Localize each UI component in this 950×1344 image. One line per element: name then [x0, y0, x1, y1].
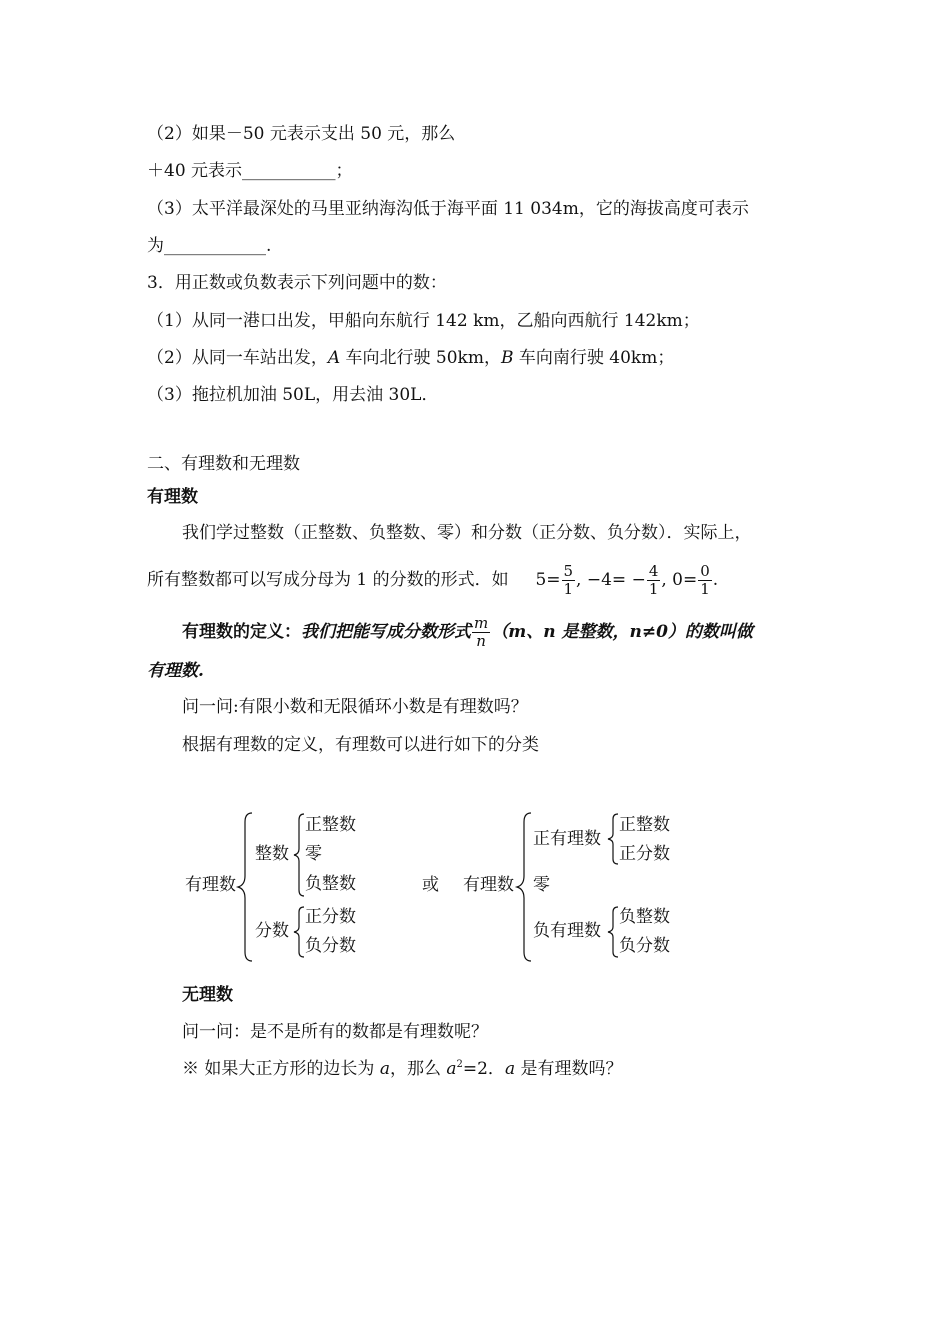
var-a-2: a	[446, 1059, 457, 1079]
brace-left-fraction	[293, 906, 305, 958]
tree-left-pos-int: 正整数	[305, 815, 356, 835]
fraction-4-1: $\frac{4}{1}$	[648, 562, 659, 598]
tree-right-neg-rat: 负有理数	[533, 921, 601, 941]
line-plus40: ＋40 元表示___________；	[147, 161, 353, 181]
eq-0: , 0=	[661, 570, 698, 590]
tree-left-integer: 整数	[255, 844, 289, 864]
definition-text-1: 我们把能写成分数形式	[301, 622, 471, 642]
var-a-3: a	[504, 1059, 516, 1079]
tree-left-neg-frac: 负分数	[305, 936, 356, 956]
question-ask-1: 问一问:有限小数和无限循环小数是有理数吗？	[182, 697, 528, 717]
question-square	[182, 1058, 622, 1080]
brace-right-negative	[607, 906, 619, 958]
classification-intro: 根据有理数的定义，有理数可以进行如下的分类	[182, 735, 539, 755]
brace-left-integer	[293, 813, 305, 897]
tree-right-neg-int: 负整数	[619, 907, 670, 927]
square-text-h: 是有理数吗？	[515, 1059, 623, 1079]
tree-left-zero: 零	[305, 844, 322, 864]
brace-right-positive	[607, 813, 619, 865]
question-3-title: 3．用正数或负数表示下列问题中的数：	[147, 273, 447, 293]
tree-left-fraction: 分数	[255, 921, 289, 941]
question-3-item-1: （1）从同一港口出发，甲船向东航行 142 km，乙船向西航行 142km；	[147, 311, 700, 331]
eq-5: 5=	[535, 570, 561, 590]
square-text-f: =2．	[462, 1059, 505, 1079]
definition-line	[182, 615, 753, 650]
item-2-var-b: B	[500, 348, 514, 368]
line-altitude-blank: 为____________.	[147, 236, 272, 256]
brace-right-outer	[516, 812, 532, 962]
tree-right-zero: 零	[533, 875, 550, 895]
question-ask-2: 问一问：是不是所有的数都是有理数呢？	[182, 1022, 488, 1042]
or-word: 或	[422, 875, 439, 895]
fraction-5-1: $\frac{5}{1}$	[563, 562, 574, 598]
item-2-var-a: A	[327, 348, 341, 368]
tree-left-pos-frac: 正分数	[305, 907, 356, 927]
brace-left-outer	[237, 812, 253, 962]
fraction-m-n: $\frac{m}{n}$	[474, 614, 489, 650]
definition-label: 有理数的定义：	[182, 622, 301, 642]
item-2-part-c: 车向北行驶 50km，	[340, 348, 501, 368]
fraction-0-1: $\frac{0}{1}$	[700, 562, 710, 598]
eq-neg4: , −4= −	[576, 570, 646, 590]
question-3-item-3: （3）拖拉机加油 50L，用去油 30L．	[147, 385, 439, 405]
square-text-c: ，那么	[389, 1059, 447, 1079]
line-3-ocean: （3）太平洋最深处的马里亚纳海沟低于海平面 11 034m，它的海拔高度可表示	[147, 199, 749, 219]
var-a-1: a	[379, 1059, 390, 1079]
square-text-a: ※ 如果大正方形的边长为	[182, 1059, 380, 1079]
heading-irrational: 无理数	[182, 985, 233, 1005]
section-heading: 二、有理数和无理数	[147, 454, 300, 474]
paragraph-2-text: 所有整数都可以写成分母为 1 的分数的形式．如	[147, 570, 509, 590]
tree-right-pos-rat: 正有理数	[533, 829, 601, 849]
tree-left-neg-int: 负整数	[305, 874, 356, 894]
exponent-2: 2	[456, 1059, 463, 1070]
heading-rational: 有理数	[147, 487, 198, 507]
definition-text-2: （m、n 是整数，n≠0）的数叫做	[491, 622, 753, 642]
item-2-part-e: 车向南行驶 40km；	[513, 348, 675, 368]
definition-text-3: 有理数.	[147, 661, 204, 681]
paragraph-2	[147, 563, 718, 598]
tree-right-root: 有理数	[463, 875, 514, 895]
tree-right-pos-int: 正整数	[619, 815, 670, 835]
tree-left-root: 有理数	[185, 875, 236, 895]
item-2-part-a: （2）从同一车站出发，	[147, 348, 328, 368]
tree-right-pos-frac: 正分数	[619, 844, 670, 864]
line-2-expense: （2）如果－50 元表示支出 50 元，那么	[147, 124, 456, 144]
paragraph-1: 我们学过整数（正整数、负整数、零）和分数（正分数、负分数）．实际上，	[182, 523, 752, 543]
tree-right-neg-frac: 负分数	[619, 936, 670, 956]
question-3-item-2	[147, 347, 674, 369]
eq-period: .	[712, 570, 719, 590]
